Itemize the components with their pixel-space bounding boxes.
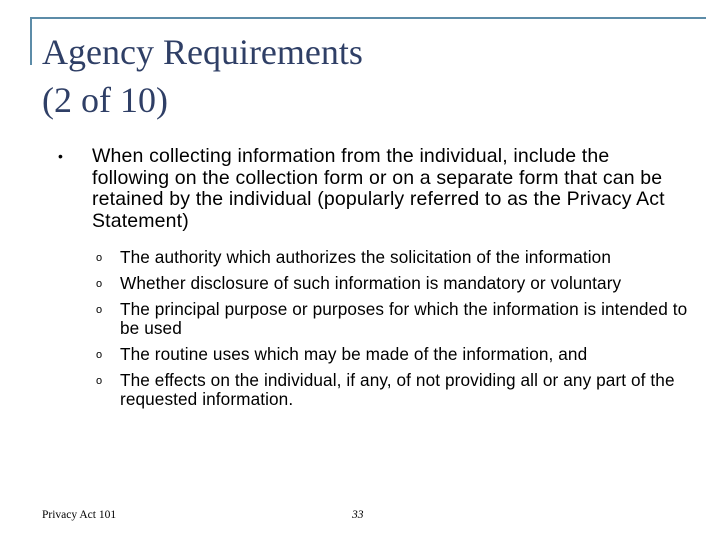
- sub-point-item: [92, 345, 692, 364]
- sub-bullet-icon: o: [96, 278, 103, 290]
- sub-bullet-icon: o: [96, 349, 103, 361]
- sub-point-item: [92, 371, 692, 409]
- main-point-text: When collecting information from the individual, include the following on the collection form or on a separate form that can be retained by the individual (popularly referred to as the Privacy Act Statement): [92, 145, 665, 232]
- sub-bullet-icon: o: [96, 304, 103, 316]
- title-line-1: Agency Requirements: [42, 32, 363, 72]
- sub-bullet-icon: o: [96, 375, 103, 387]
- title-line-2: (2 of 10): [42, 80, 168, 120]
- footer-page-number: 33: [352, 509, 364, 521]
- sub-point-item: [92, 248, 692, 267]
- sub-point-text: The authority which authorizes the solicitation of the information: [120, 247, 611, 267]
- sub-point-item: [92, 300, 692, 338]
- sub-point-item: [92, 274, 692, 293]
- slide-title: [42, 28, 363, 124]
- title-frame-left-line: [30, 17, 32, 65]
- title-frame-top-line: [30, 17, 706, 19]
- sub-point-text: The routine uses which may be made of the information, and: [120, 344, 588, 364]
- main-bullet-icon: •: [58, 148, 63, 164]
- sub-bullet-icon: o: [96, 252, 103, 264]
- sub-points-list: [92, 248, 692, 416]
- sub-point-text: The principal purpose or purposes for which the information is intended to be used: [120, 299, 688, 338]
- sub-point-text: Whether disclosure of such information is mandatory or voluntary: [120, 273, 622, 293]
- footer-course-title: Privacy Act 101: [42, 509, 117, 521]
- sub-point-text: The effects on the individual, if any, of not providing all or any part of the requested information.: [120, 370, 675, 409]
